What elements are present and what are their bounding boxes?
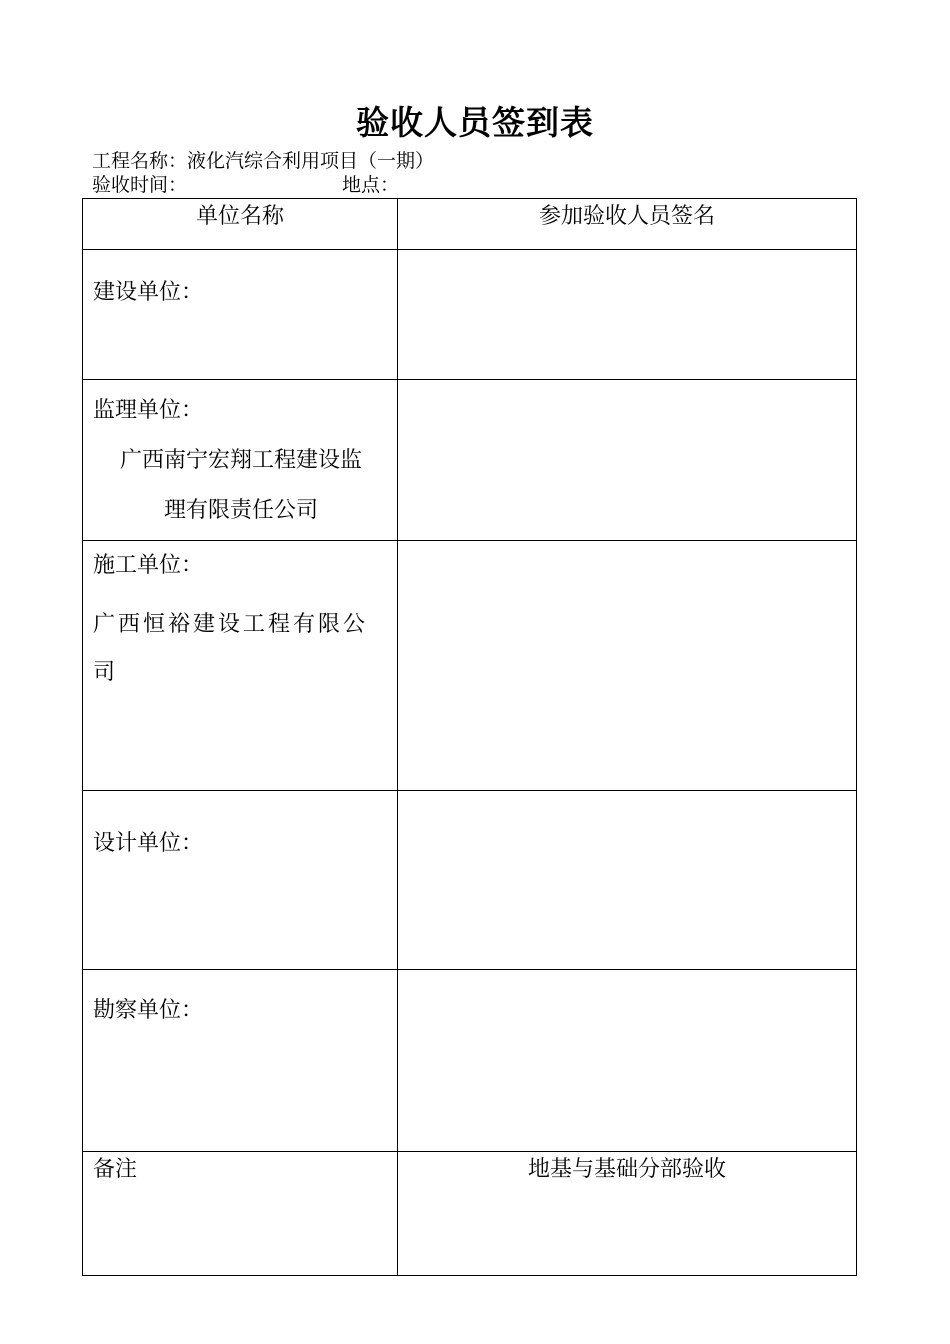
org-name-line2: 理有限责任公司 xyxy=(163,498,318,523)
signature-cell[interactable] xyxy=(398,380,857,541)
unit-cell xyxy=(83,250,398,380)
unit-cell xyxy=(83,970,398,1152)
table-row-survey xyxy=(83,970,857,1152)
remarks-value: 地基与基础分部验收 xyxy=(398,1152,857,1276)
org-name-line1: 广西南宁宏翔工程建设监 xyxy=(119,448,362,473)
place-label: 地点： xyxy=(342,174,400,196)
table-header-row xyxy=(83,199,857,250)
table-row-contractor xyxy=(83,541,857,791)
org-name: 广西恒裕建设工程有限公司 xyxy=(93,612,369,685)
table-row-remarks xyxy=(83,1152,857,1276)
header-unit-name: 单位名称 xyxy=(83,199,398,250)
header-signatures: 参加验收人员签名 xyxy=(398,199,857,250)
inspection-time-line xyxy=(92,174,400,196)
unit-cell xyxy=(83,541,398,791)
unit-label: 设计单位： xyxy=(93,831,204,856)
unit-label: 施工单位： xyxy=(93,553,204,578)
sign-in-table xyxy=(82,198,857,1276)
table-row-supervision xyxy=(83,380,857,541)
signature-cell[interactable] xyxy=(398,970,857,1152)
signature-cell[interactable] xyxy=(398,791,857,970)
project-name-line: 工程名称：液化汽综合利用项目（一期） xyxy=(92,150,435,172)
signature-cell[interactable] xyxy=(398,541,857,791)
inspection-time-label: 验收时间： xyxy=(92,174,188,196)
unit-cell xyxy=(83,380,398,541)
unit-label: 勘察单位： xyxy=(93,998,204,1023)
signature-cell[interactable] xyxy=(398,250,857,380)
document-title: 验收人员签到表 xyxy=(356,103,594,142)
table-row-design xyxy=(83,791,857,970)
table-row-construction-owner xyxy=(83,250,857,380)
unit-label: 监理单位： xyxy=(93,398,204,423)
unit-cell xyxy=(83,791,398,970)
unit-label: 建设单位： xyxy=(93,280,204,305)
remarks-label: 备注 xyxy=(83,1152,398,1276)
